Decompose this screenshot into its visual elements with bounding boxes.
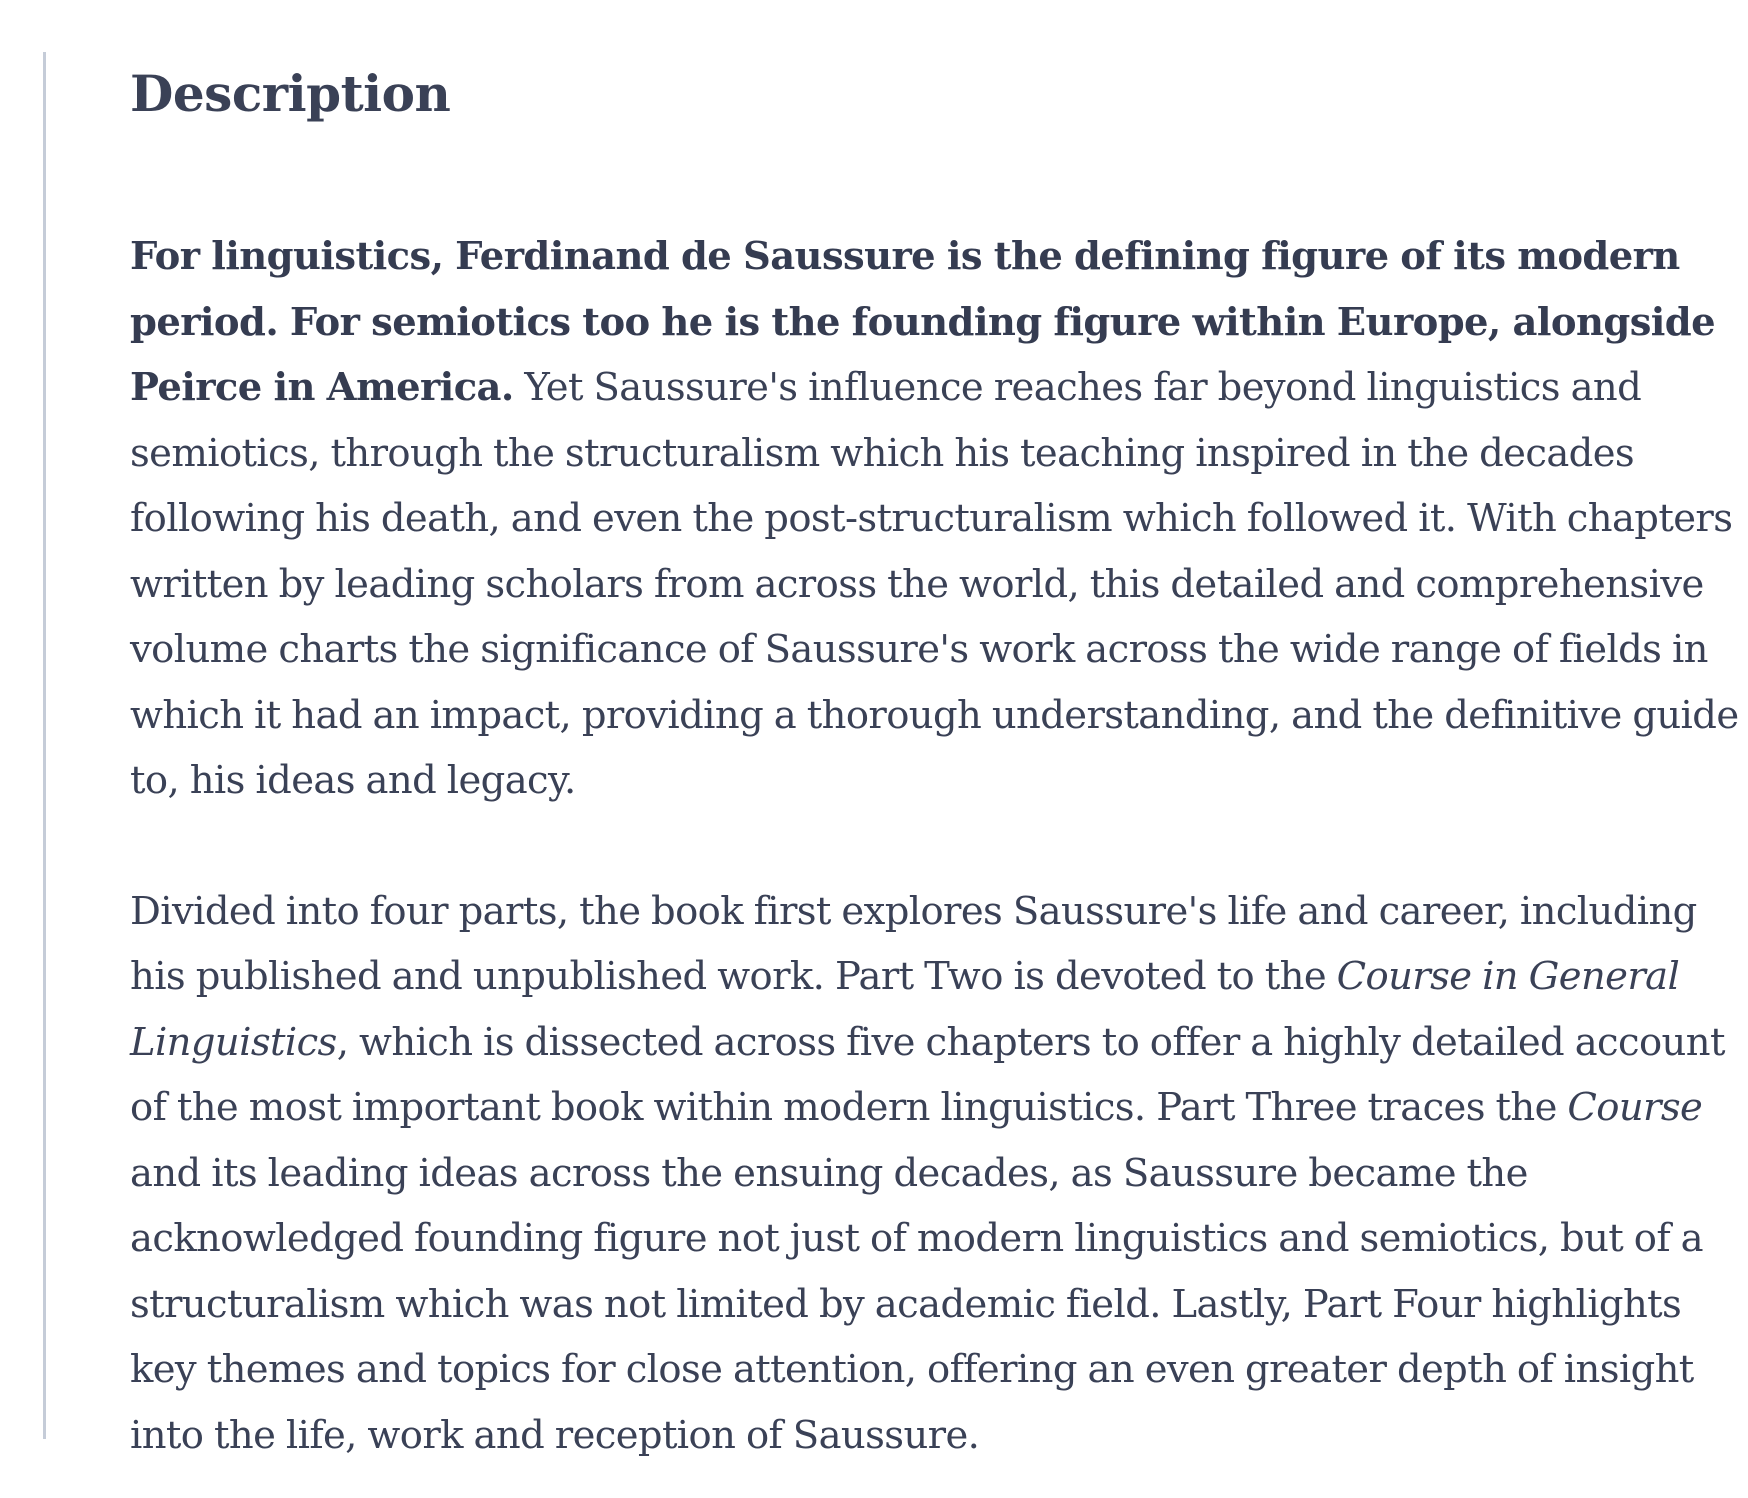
description-paragraph-1 — [130, 224, 1740, 814]
bold-intro-text: For linguistics, Ferdinand de Saussure is the defining figure of its modern period. For semiotics too he is the founding figure within Europe, alongside Peirce in America. — [130, 234, 1716, 410]
course-italic: Course — [1567, 1085, 1703, 1130]
paragraph-2-text-1: Divided into four parts, the book first explores Saussure's life and career, including his published and unpublished work. Part Two is devoted to the — [130, 888, 1697, 999]
description-content — [130, 52, 1740, 1468]
paragraph-2-text-2: , which is dissected across five chapters to offer a highly detailed account of the most important book within modern linguistics. Part Three traces the — [130, 1019, 1725, 1130]
description-paragraph-2 — [130, 879, 1740, 1469]
description-section — [43, 52, 1739, 1458]
paragraph-2-text-3: and its leading ideas across the ensuing decades, as Saussure became the acknowledged founding figure not just of modern linguistics and semiotics, but of a structuralism which was not limited by academic field. Lastly, Part Four highlights key themes and topics for close attention, offering an even greater depth of insight into the life, work and reception of Saussure. — [130, 1150, 1704, 1458]
section-title: Description — [130, 64, 451, 123]
book-title-italic: Course in General Linguistics — [130, 954, 1680, 1065]
paragraph-1-body: Yet Saussure's influence reaches far beyond linguistics and semiotics, through the structuralism which his teaching inspired in the decades following his death, and even the post-structuralism which followed it. With chapters written by leading scholars from across the world, this detailed and comprehensive volume charts the significance of Saussure's work across the wide range of fields in which it had an impact, providing a thorough understanding, and the definitive guide to, his ideas and legacy. — [130, 365, 1739, 803]
